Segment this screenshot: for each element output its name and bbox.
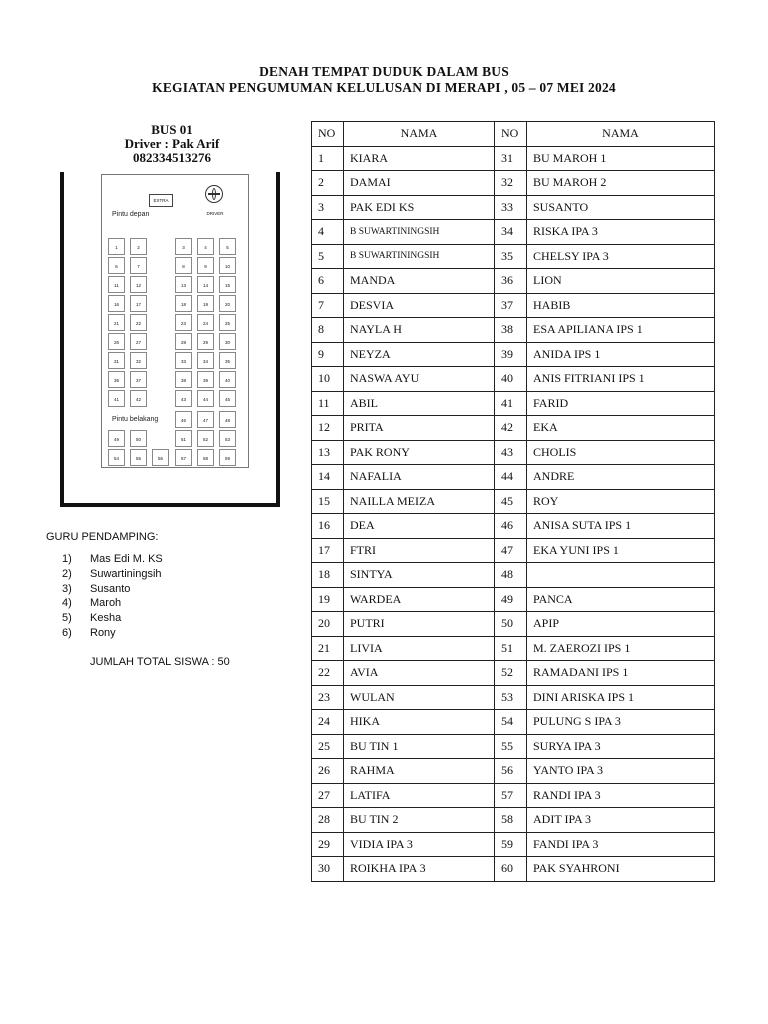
table-header-row [312, 122, 715, 147]
cell-nama: ADIT IPA 3 [527, 808, 715, 833]
cell-no: 18 [312, 563, 344, 588]
cell-no: 2 [312, 171, 344, 196]
cell-nama: PAK RONY [344, 440, 495, 465]
table-row [312, 195, 715, 220]
cell-nama: CHELSY IPA 3 [527, 244, 715, 269]
table-row [312, 832, 715, 857]
bus-driver: Driver : Pak Arif [124, 136, 220, 151]
cell-nama: B SUWARTININGSIH [344, 244, 495, 269]
bus-seat-layout [101, 174, 249, 468]
cell-nama: PAK SYAHRONI [527, 857, 715, 882]
table-row [312, 612, 715, 637]
seat: 31 [108, 352, 125, 369]
seat: 41 [108, 390, 125, 407]
guru-item: 1) Mas Edi M. KS [62, 553, 163, 565]
table-row [312, 538, 715, 563]
cell-nama: ROY [527, 489, 715, 514]
seat: 9 [197, 257, 214, 274]
cell-no: 50 [495, 612, 527, 637]
cell-no: 10 [312, 367, 344, 392]
seat: 35 [219, 352, 236, 369]
cell-no: 30 [312, 857, 344, 882]
passenger-table [311, 121, 715, 882]
cell-no: 22 [312, 661, 344, 686]
table-row [312, 808, 715, 833]
cell-no: 7 [312, 293, 344, 318]
seat: 38 [175, 371, 192, 388]
cell-nama: PULUNG S IPA 3 [527, 710, 715, 735]
table-row [312, 759, 715, 784]
seat: 1 [108, 238, 125, 255]
cell-no: 46 [495, 514, 527, 539]
cell-no: 39 [495, 342, 527, 367]
seat: 43 [175, 390, 192, 407]
seat: 49 [108, 430, 125, 447]
cell-nama: ANIDA IPS 1 [527, 342, 715, 367]
cell-nama: DEA [344, 514, 495, 539]
cell-no: 16 [312, 514, 344, 539]
cell-no: 21 [312, 636, 344, 661]
cell-no: 36 [495, 269, 527, 294]
seat: 16 [108, 295, 125, 312]
cell-nama: FARID [527, 391, 715, 416]
cell-nama: NASWA AYU [344, 367, 495, 392]
seat: 27 [130, 333, 147, 350]
cell-nama: PAK EDI KS [344, 195, 495, 220]
cell-nama: NEYZA [344, 342, 495, 367]
cell-no: 15 [312, 489, 344, 514]
cell-no: 9 [312, 342, 344, 367]
seat: 36 [108, 371, 125, 388]
cell-no: 49 [495, 587, 527, 612]
seat: 24 [197, 314, 214, 331]
table-row [312, 636, 715, 661]
seat: 37 [130, 371, 147, 388]
cell-no: 53 [495, 685, 527, 710]
cell-no: 13 [312, 440, 344, 465]
table-row [312, 269, 715, 294]
table-row [312, 220, 715, 245]
cell-no: 58 [495, 808, 527, 833]
cell-nama: LATIFA [344, 783, 495, 808]
col-header-nama: NAMA [344, 122, 495, 147]
seat: 12 [130, 276, 147, 293]
table-row [312, 587, 715, 612]
cell-no: 5 [312, 244, 344, 269]
guru-item: 5) Kesha [62, 612, 122, 625]
cell-no: 24 [312, 710, 344, 735]
cell-nama: MANDA [344, 269, 495, 294]
table-row [312, 367, 715, 392]
cell-no: 35 [495, 244, 527, 269]
table-row [312, 661, 715, 686]
seat: 19 [197, 295, 214, 312]
cell-no: 34 [495, 220, 527, 245]
seat: 59 [219, 449, 236, 466]
seat: 44 [197, 390, 214, 407]
cell-nama [527, 563, 715, 588]
cell-no: 59 [495, 832, 527, 857]
table-row [312, 563, 715, 588]
seat: 57 [175, 449, 192, 466]
cell-no: 43 [495, 440, 527, 465]
cell-nama: NAFALIA [344, 465, 495, 490]
cell-no: 56 [495, 759, 527, 784]
cell-no: 33 [495, 195, 527, 220]
bus-phone: 082334513276 [133, 150, 211, 165]
guru-title: GURU PENDAMPING: [46, 531, 159, 543]
cell-no: 57 [495, 783, 527, 808]
seat: 5 [219, 238, 236, 255]
cell-nama: ANIS FITRIANI IPS 1 [527, 367, 715, 392]
cell-no: 48 [495, 563, 527, 588]
cell-no: 1 [312, 146, 344, 171]
cell-no: 4 [312, 220, 344, 245]
seat: 50 [130, 430, 147, 447]
seat: 29 [197, 333, 214, 350]
guru-list [62, 552, 163, 641]
table-row [312, 171, 715, 196]
cell-no: 41 [495, 391, 527, 416]
cell-no: 23 [312, 685, 344, 710]
cell-nama: WULAN [344, 685, 495, 710]
cell-no: 29 [312, 832, 344, 857]
cell-no: 8 [312, 318, 344, 343]
seat: 46 [175, 411, 192, 428]
cell-no: 27 [312, 783, 344, 808]
seat: 14 [197, 276, 214, 293]
table-row [312, 146, 715, 171]
table-row [312, 440, 715, 465]
cell-nama: YANTO IPA 3 [527, 759, 715, 784]
seat: 15 [219, 276, 236, 293]
cell-nama: APIP [527, 612, 715, 637]
seat: 39 [197, 371, 214, 388]
total-students: JUMLAH TOTAL SISWA : 50 [90, 656, 230, 668]
cell-no: 32 [495, 171, 527, 196]
table-row [312, 342, 715, 367]
cell-no: 37 [495, 293, 527, 318]
cell-nama: CHOLIS [527, 440, 715, 465]
cell-no: 51 [495, 636, 527, 661]
col-header-nama: NAMA [527, 122, 715, 147]
cell-nama: DAMAI [344, 171, 495, 196]
seat: 13 [175, 276, 192, 293]
cell-nama: RISKA IPA 3 [527, 220, 715, 245]
cell-no: 6 [312, 269, 344, 294]
table-row [312, 857, 715, 882]
cell-no: 14 [312, 465, 344, 490]
rear-door-label: Pintu belakang [112, 416, 159, 423]
cell-nama: NAYLA H [344, 318, 495, 343]
cell-nama: KIARA [344, 146, 495, 171]
cell-nama: HABIB [527, 293, 715, 318]
cell-nama: PUTRI [344, 612, 495, 637]
cell-nama: LION [527, 269, 715, 294]
cell-nama: SURYA IPA 3 [527, 734, 715, 759]
cell-nama: AVIA [344, 661, 495, 686]
document-subtitle: KEGIATAN PENGUMUMAN KELULUSAN DI MERAPI , 05 – 07 MEI 2024 [152, 80, 616, 95]
seat: 6 [108, 257, 125, 274]
cell-nama: RAHMA [344, 759, 495, 784]
cell-nama: B SUWARTININGSIH [344, 220, 495, 245]
table-row [312, 416, 715, 441]
col-header-no: NO [312, 122, 344, 147]
cell-nama: NAILLA MEIZA [344, 489, 495, 514]
seat: 48 [219, 411, 236, 428]
cell-nama: EKA [527, 416, 715, 441]
cell-nama: DESVIA [344, 293, 495, 318]
document-title: DENAH TEMPAT DUDUK DALAM BUS [259, 64, 509, 79]
seat: 30 [219, 333, 236, 350]
cell-no: 47 [495, 538, 527, 563]
seat: 3 [175, 238, 192, 255]
cell-nama: ESA APILIANA IPS 1 [527, 318, 715, 343]
bus-name: BUS 01 [151, 122, 193, 137]
table-row [312, 489, 715, 514]
seat: 4 [197, 238, 214, 255]
seat: 47 [197, 411, 214, 428]
seat: 11 [108, 276, 125, 293]
cell-nama: FTRI [344, 538, 495, 563]
cell-nama: DINI ARISKA IPS 1 [527, 685, 715, 710]
seat: 32 [130, 352, 147, 369]
table-row [312, 244, 715, 269]
table-row [312, 514, 715, 539]
seat: 55 [130, 449, 147, 466]
seat: 23 [175, 314, 192, 331]
steering-wheel-icon [205, 185, 223, 203]
cell-nama: PANCA [527, 587, 715, 612]
extra-seat: EXTRA [149, 194, 173, 207]
cell-no: 28 [312, 808, 344, 833]
cell-nama: BU TIN 2 [344, 808, 495, 833]
table-row [312, 391, 715, 416]
table-row [312, 318, 715, 343]
cell-nama: BU MAROH 2 [527, 171, 715, 196]
seat: 42 [130, 390, 147, 407]
seat: 28 [175, 333, 192, 350]
cell-nama: PRITA [344, 416, 495, 441]
cell-no: 52 [495, 661, 527, 686]
cell-no: 54 [495, 710, 527, 735]
cell-no: 26 [312, 759, 344, 784]
seat: 10 [219, 257, 236, 274]
seat: 45 [219, 390, 236, 407]
seat: 8 [175, 257, 192, 274]
cell-nama: ANISA SUTA IPS 1 [527, 514, 715, 539]
cell-no: 45 [495, 489, 527, 514]
table-row [312, 734, 715, 759]
guru-item: 3) Susanto [62, 582, 131, 595]
cell-no: 40 [495, 367, 527, 392]
guru-item: 4) Maroh [62, 597, 122, 610]
col-header-no: NO [495, 122, 527, 147]
cell-nama: WARDEA [344, 587, 495, 612]
seat: 40 [219, 371, 236, 388]
cell-nama: LIVIA [344, 636, 495, 661]
seat: 25 [219, 314, 236, 331]
cell-no: 12 [312, 416, 344, 441]
seat: 17 [130, 295, 147, 312]
cell-no: 55 [495, 734, 527, 759]
cell-no: 60 [495, 857, 527, 882]
cell-no: 3 [312, 195, 344, 220]
cell-no: 11 [312, 391, 344, 416]
cell-nama: BU MAROH 1 [527, 146, 715, 171]
cell-nama: BU TIN 1 [344, 734, 495, 759]
cell-no: 44 [495, 465, 527, 490]
seat: 54 [108, 449, 125, 466]
cell-nama: VIDIA IPA 3 [344, 832, 495, 857]
seat: 34 [197, 352, 214, 369]
cell-no: 42 [495, 416, 527, 441]
seat: 52 [197, 430, 214, 447]
seat: 20 [219, 295, 236, 312]
cell-no: 38 [495, 318, 527, 343]
seat: 56 [152, 449, 169, 466]
cell-nama: SINTYA [344, 563, 495, 588]
seat: 21 [108, 314, 125, 331]
cell-nama: ROIKHA IPA 3 [344, 857, 495, 882]
cell-nama: RAMADANI IPS 1 [527, 661, 715, 686]
seat: 58 [197, 449, 214, 466]
cell-nama: EKA YUNI IPS 1 [527, 538, 715, 563]
seat: 18 [175, 295, 192, 312]
guru-item: 6) Rony [62, 626, 116, 639]
cell-no: 25 [312, 734, 344, 759]
cell-nama: M. ZAEROZI IPS 1 [527, 636, 715, 661]
cell-nama: FANDI IPA 3 [527, 832, 715, 857]
seat: 51 [175, 430, 192, 447]
cell-no: 20 [312, 612, 344, 637]
cell-nama: SUSANTO [527, 195, 715, 220]
cell-no: 31 [495, 146, 527, 171]
seat: 53 [219, 430, 236, 447]
seat: 7 [130, 257, 147, 274]
cell-nama: RANDI IPA 3 [527, 783, 715, 808]
table-row [312, 710, 715, 735]
table-row [312, 293, 715, 318]
cell-nama: ANDRE [527, 465, 715, 490]
driver-seat-label: DRIVER [206, 211, 224, 216]
table-row [312, 783, 715, 808]
cell-nama: HIKA [344, 710, 495, 735]
seat: 2 [130, 238, 147, 255]
seat: 33 [175, 352, 192, 369]
seat: 22 [130, 314, 147, 331]
cell-no: 17 [312, 538, 344, 563]
cell-no: 19 [312, 587, 344, 612]
table-row [312, 685, 715, 710]
guru-item: 2) Suwartiningsih [62, 567, 162, 580]
front-door-label: Pintu depan [112, 211, 150, 218]
seat: 26 [108, 333, 125, 350]
table-row [312, 465, 715, 490]
cell-nama: ABIL [344, 391, 495, 416]
